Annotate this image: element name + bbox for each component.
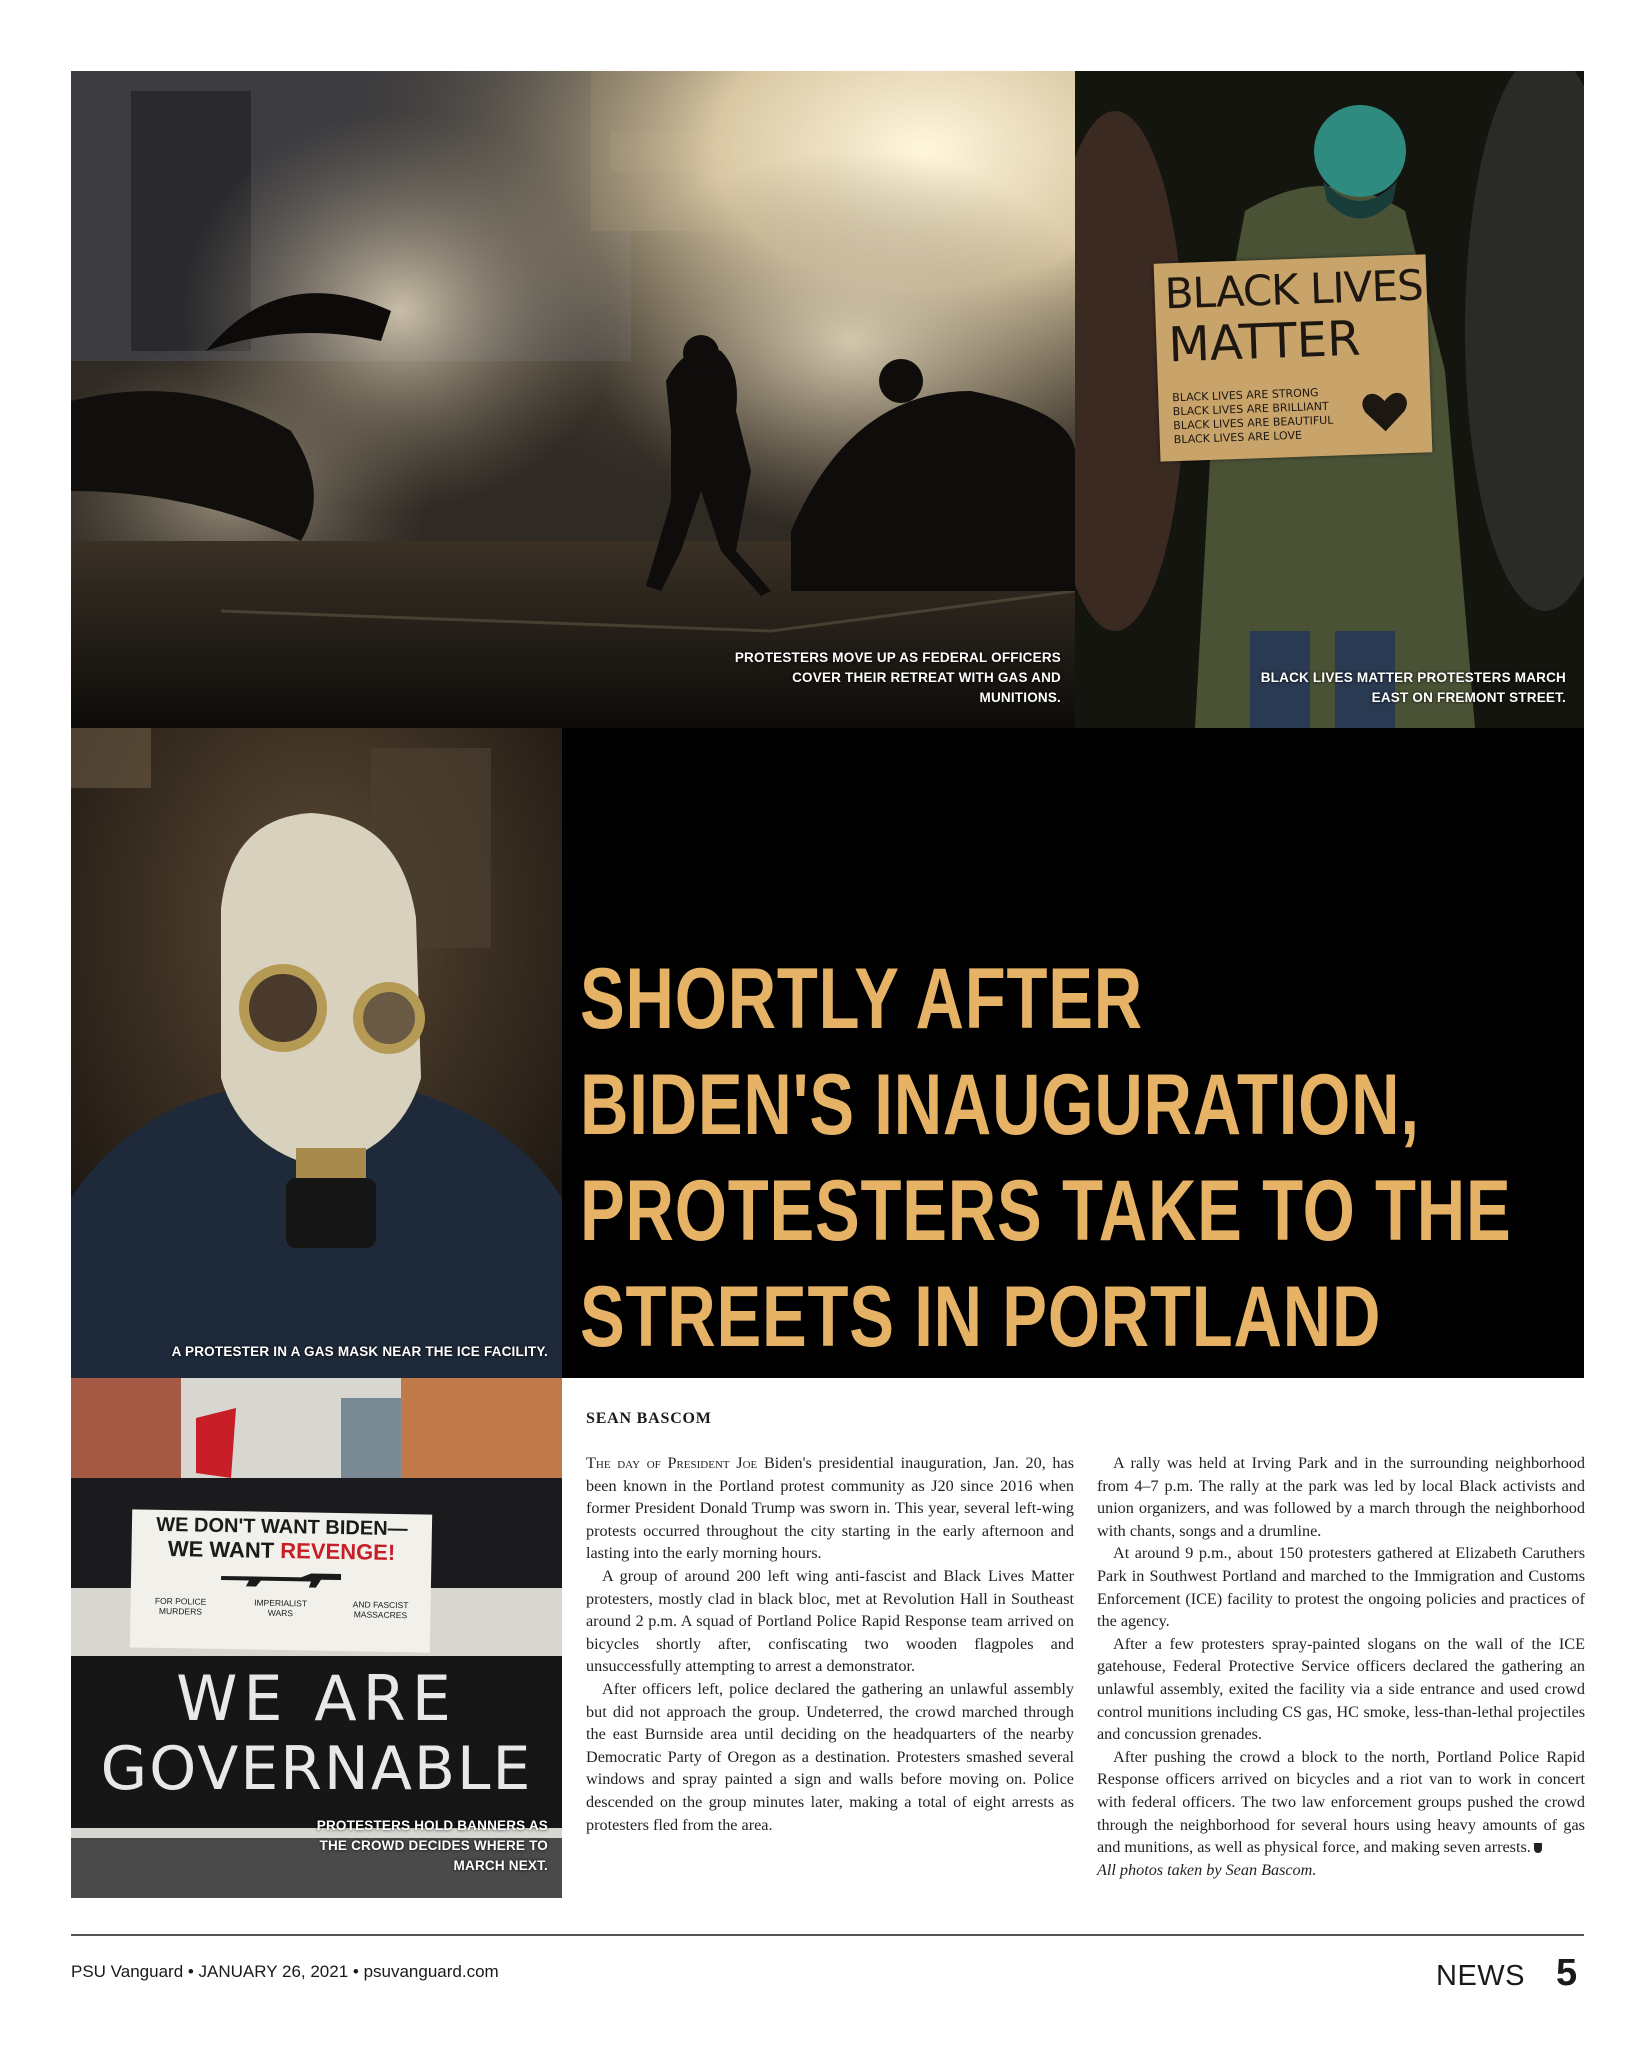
article-column-2 [1097,1452,1585,1881]
lead-in: The day of President Joe [586,1454,758,1472]
blm-sign-line-3: BLACK LIVES ARE BEAUTIFUL [1173,413,1334,433]
paragraph-1-text: Biden's presidential inauguration, Jan. 20, has been known in the Portland protest community as J20 since 2016 when former President Donald Trump was sworn in. This year, several left-wing protests occurred throughout the city starting in the early afternoon and lasting into the early morning hours. [586,1454,1074,1563]
photo-gas-mask [71,728,562,1378]
photo-banners [71,1378,562,1898]
white-banner-small-3: AND FASCIST MASSACRES [352,1599,409,1621]
article-paragraph-5: At around 9 p.m., about 150 protesters gathered at Elizabeth Caruthers Park in Southwest Portland and marched to the Immigration and Customs Enforcement (ICE) facility to protest the ongoing policies and practices of the agency. [1097,1544,1585,1631]
photo-blm-sign [1075,71,1584,728]
black-banner-line-2: GOVERNABLE [100,1734,533,1804]
white-banner-small-1: FOR POLICE MURDERS [154,1595,207,1617]
gas-mask-caption: A PROTESTER IN A GAS MASK NEAR THE ICE FACILITY. [171,1344,548,1359]
white-banner-accent: REVENGE! [280,1537,396,1565]
white-banner-small-2: IMPERIALIST WARS [254,1597,308,1619]
black-banner-line-1: WE ARE [176,1662,457,1735]
tear-gas-scene [71,71,1075,728]
blm-sign-title-2: MATTER [1167,310,1362,374]
article-paragraph-6: After a few protesters spray-painted slogans on the wall of the ICE gatehouse, Federal Protective Service officers declared the gathering an unlawful assembly, exited the facility via a side entrance and used crowd control munitions including CS gas, HC smoke, less-than-lethal projectiles and concussion grenades. [1097,1634,1585,1744]
headline-line-3: PROTESTERS TAKE TO THE [580,1163,1512,1259]
blm-sign-title-1: BLACK LIVES [1163,260,1424,319]
white-banner-line-2: WE WANT [167,1536,275,1563]
blm-sign-line-2: BLACK LIVES ARE BRILLIANT [1172,399,1329,419]
blm-sign-line-4: BLACK LIVES ARE LOVE [1173,428,1303,447]
blm-sign-line-1: BLACK LIVES ARE STRONG [1172,386,1319,405]
page-number: 5 [1556,1952,1578,1994]
footer-publication: PSU Vanguard • JANUARY 26, 2021 • psuvanguard.com [71,1962,499,1981]
blm-caption: BLACK LIVES MATTER PROTESTERS MARCH EAST ON FREMONT STREET. [1260,670,1566,705]
end-mark-icon [1534,1843,1542,1853]
article-paragraph-2: A group of around 200 left wing anti-fascist and Black Lives Matter protesters, mostly clad in black bloc, met at Revolution Hall in Southeast around 2 p.m. A squad of Portland Police Rapid Response team arrived on bicycles shortly after, confiscating two wooden flagpoles and unsuccessfully attempting to arrest a demonstrator. [586,1566,1074,1676]
article-paragraph-4: A rally was held at Irving Park and in the surrounding neighborhood from 4–7 p.m. The rally at the park was led by local Black activists and union organizers, and was followed by a march through the neighborhood with chants, songs and a drumline. [1097,1454,1585,1540]
heart-icon [1358,385,1412,439]
article-paragraph-7 [1097,1746,1585,1859]
headline [580,946,1512,1370]
headline-block [562,728,1584,1378]
banners-caption: PROTESTERS HOLD BANNERS AS THE CROWD DECIDES WHERE TO MARCH NEXT. [316,1818,548,1873]
footer-rule [71,1934,1584,1936]
rifle-icon [221,1568,341,1590]
footer-section: NEWS [1436,1960,1525,1992]
black-banner [71,1656,562,1828]
tear-gas-caption: PROTESTERS MOVE UP AS FEDERAL OFFICERS COVER THEIR RETREAT WITH GAS AND MUNITIONS. [734,650,1061,705]
headline-line-4: STREETS IN PORTLAND [580,1269,1382,1365]
photo-credit: All photos taken by Sean Bascom. [1097,1860,1317,1879]
white-banner-line-1: WE DON'T WANT BIDEN— [156,1513,408,1541]
white-banner [130,1509,432,1652]
headline-line-1: SHORTLY AFTER [580,951,1144,1047]
article-paragraph-1 [586,1452,1074,1565]
article-paragraph-3: After officers left, police declared the gathering an unlawful assembly but did not approach the group. Undeterred, the crowd marched through the east Burnside area until deciding on the headquarters of the nearby Democratic Party of Oregon as a destination. Protesters smashed several windows and spray painted a sign and walls before moving on. Police descended on the group minutes later, making a total of eight arrests as protesters fled from the area. [586,1679,1074,1834]
headline-line-2: BIDEN'S INAUGURATION, [580,1057,1420,1153]
photo-tear-gas [71,71,1075,728]
article-column-1 [586,1452,1074,1836]
paragraph-7-text: After pushing the crowd a block to the north, Portland Police Rapid Response officers arrived on bicycles and a riot van to work in concert with federal officers. The two law enforcement groups pushed the crowd through the neighborhood for several hours using heavy amounts of gas and munitions, as well as physical force, and making seven arrests. [1097,1747,1585,1857]
byline: SEAN BASCOM [586,1410,712,1427]
gas-mask-scene [71,728,562,1378]
blm-sign [1154,254,1433,461]
